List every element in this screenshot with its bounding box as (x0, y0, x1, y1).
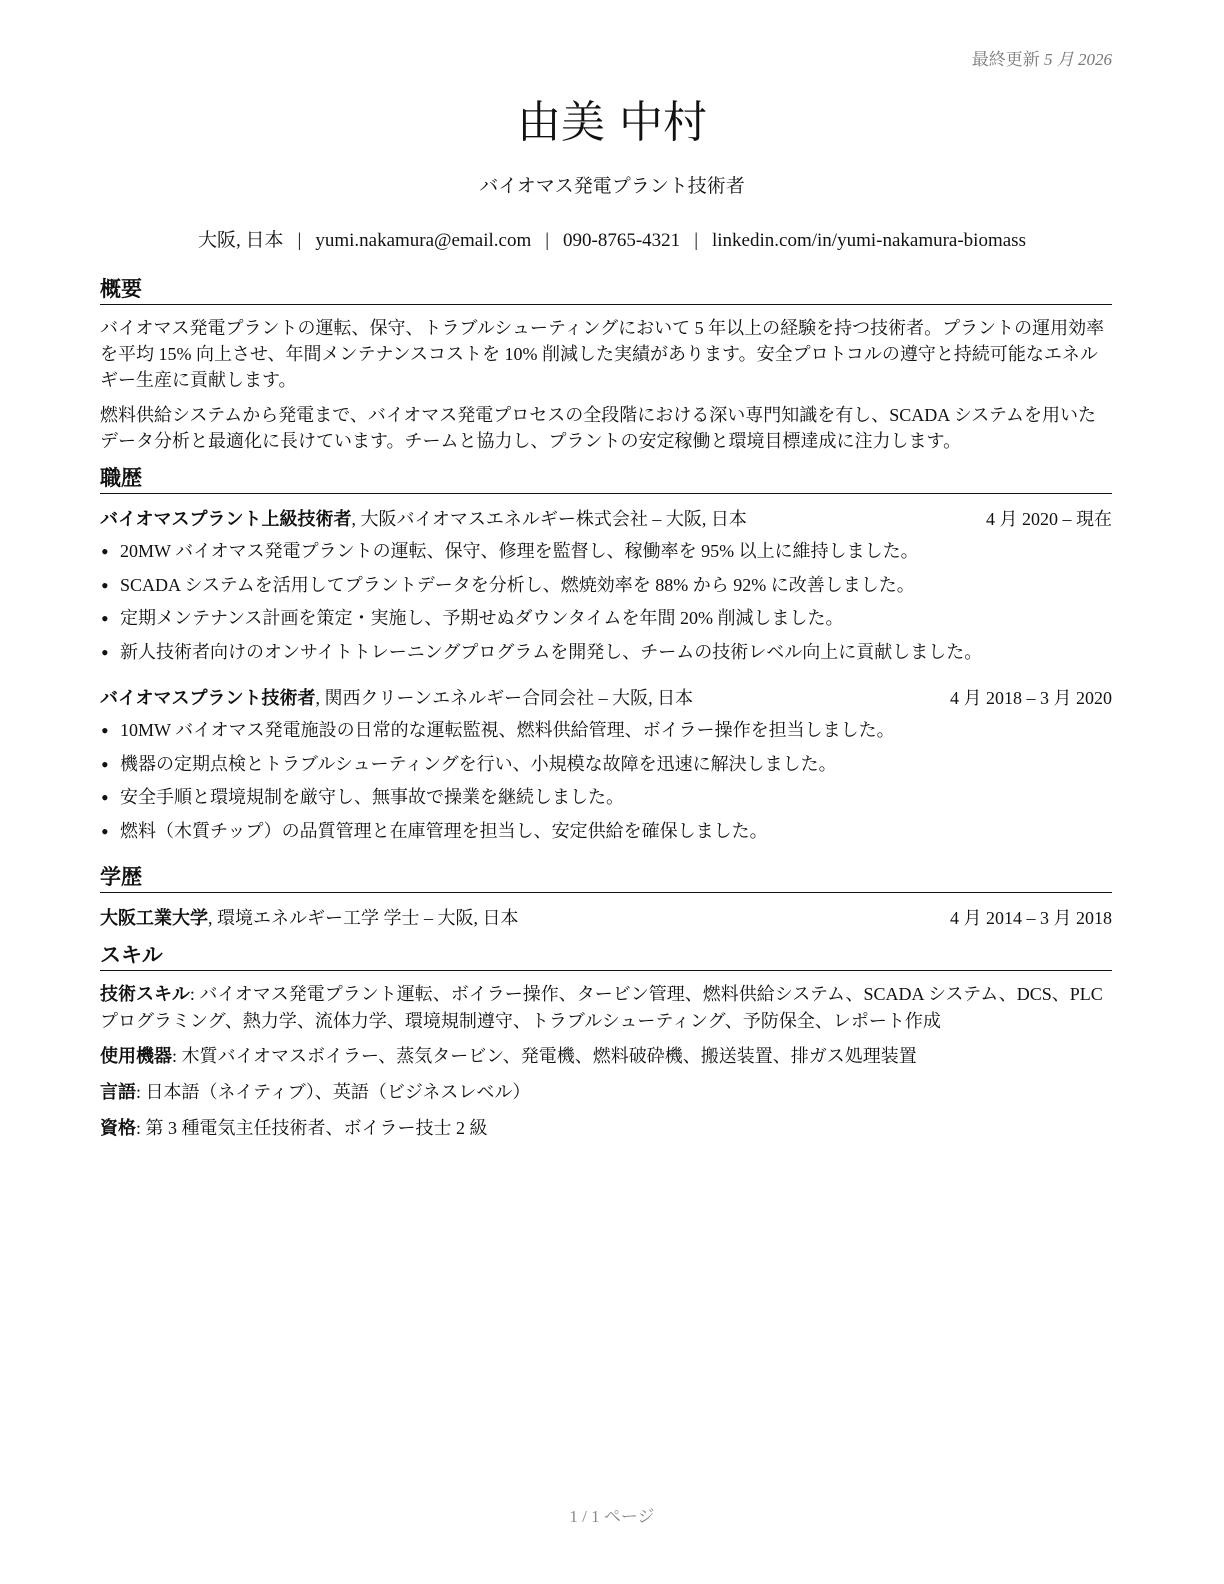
contact-linkedin[interactable]: linkedin.com/in/yumi-nakamura-biomass (712, 230, 1026, 251)
education-heading: 学歴 (100, 862, 1112, 893)
job-role: バイオマスプラント上級技術者 (100, 509, 352, 530)
summary-paragraph: バイオマス発電プラントの運転、保守、トラブルシューティングにおいて 5 年以上の経験を持つ技術者。プラントの運用効率を平均 15% 向上させ、年間メンテナンスコストを 10% 削減した実績があります。安全プロトコルの遵守と持続可能なエネルギー生産に貢献します。 (100, 318, 1105, 390)
education-detail: , 環境エネルギー工学 学士 – 大阪, 日本 (208, 908, 519, 928)
bullet-item: • 定期メンテナンス計画を策定・実施し、予期せぬダウンタイムを年間 20% 削減しました。 (100, 602, 1112, 636)
skill-item (100, 1079, 1112, 1106)
resume-body (100, 274, 1112, 1151)
candidate-name: 由美 中村 (517, 97, 707, 148)
job-bullets (100, 535, 1112, 669)
last-updated: 最終更新 5 月 2026 (971, 50, 1112, 69)
skill-label: 使用機器 (100, 1046, 172, 1067)
job-dates: 4 月 2018 – 3 月 2020 (950, 688, 1112, 708)
skill-label: 技術スキル (100, 984, 190, 1005)
skill-label: 言語 (100, 1082, 136, 1103)
bullet-item: • 20MW バイオマス発電プラントの運転、保守、修理を監督し、稼働率を 95% 以上に維持しました。 (100, 535, 1112, 569)
skill-value: : バイオマス発電プラント運転、ボイラー操作、タービン管理、燃料供給システム、SCADA システム、DCS、PLC プログラミング、熱力学、流体力学、環境規制遵守、トラブルシューティング、予防保全、レポート作成 (100, 984, 1103, 1031)
job-org: , 関西クリーンエネルギー合同会社 – 大阪, 日本 (315, 688, 694, 708)
contact-phone: 090-8765-4321 (563, 230, 681, 251)
bullet-item: • 安全手順と環境規制を厳守し、無事故で操業を継続しました。 (100, 781, 1112, 815)
skill-item (100, 1043, 1112, 1070)
skill-label: 資格 (100, 1118, 136, 1139)
job-title: バイオマス発電プラント技術者 (479, 176, 745, 197)
contact-email[interactable]: yumi.nakamura@email.com (315, 230, 532, 251)
job-role: バイオマスプラント技術者 (100, 688, 316, 709)
job-bullets (100, 714, 1112, 848)
skills-heading: スキル (100, 940, 1112, 971)
skill-item (100, 1115, 1112, 1142)
bullet-item: • 機器の定期点検とトラブルシューティングを行い、小規模な故障を迅速に解決しました。 (100, 748, 1112, 782)
education-section (100, 862, 1112, 940)
last-updated-date: 5 月 2026 (1044, 50, 1112, 69)
separator: | (545, 230, 550, 251)
experience-section (100, 463, 1112, 848)
bullet-item: • 燃料（木質チップ）の品質管理と在庫管理を担当し、安定供給を確保しました。 (100, 815, 1112, 849)
job-dates: 4 月 2020 – 現在 (986, 509, 1112, 529)
skill-value: : 日本語（ネイティブ）、英語（ビジネスレベル） (136, 1082, 531, 1102)
skills-section (100, 940, 1112, 1142)
experience-heading: 職歴 (100, 463, 1112, 494)
contact-line (0, 225, 1224, 252)
summary-paragraph: 燃料供給システムから発電まで、バイオマス発電プロセスの全段階における深い専門知識を有し、SCADA システムを用いたデータ分析と最適化に長けています。チームと協力し、プラントの安定稼働と環境目標達成に注力します。 (100, 405, 1097, 451)
education-dates: 4 月 2014 – 3 月 2018 (950, 908, 1112, 928)
summary-heading: 概要 (100, 274, 1112, 305)
skill-value: : 木質バイオマスボイラー、蒸気タービン、発電機、燃料破砕機、搬送装置、排ガス処理装置 (172, 1046, 917, 1066)
skill-value: : 第 3 種電気主任技術者、ボイラー技士 2 級 (136, 1118, 488, 1138)
summary-section (100, 274, 1112, 454)
page-number: 1 / 1 ページ (569, 1507, 655, 1526)
skill-item (100, 981, 1112, 1034)
bullet-item: • 新人技術者向けのオンサイトトレーニングプログラムを開発し、チームの技術レベル向上に貢献しました。 (100, 636, 1112, 670)
contact-location: 大阪, 日本 (198, 230, 284, 251)
bullet-item: • 10MW バイオマス発電施設の日常的な運転監視、燃料供給管理、ボイラー操作を担当しました。 (100, 714, 1112, 748)
education-school: 大阪工業大学 (100, 908, 208, 929)
job-header (100, 683, 1112, 714)
job-header (100, 504, 1112, 535)
separator: | (694, 230, 698, 251)
separator: | (297, 230, 302, 251)
job-org: , 大阪バイオマスエネルギー株式会社 – 大阪, 日本 (351, 509, 747, 529)
education-entry (100, 903, 1112, 934)
job-entry (100, 504, 1112, 669)
job-entry (100, 683, 1112, 848)
bullet-item: • SCADA システムを活用してプラントデータを分析し、燃焼効率を 88% から 92% に改善しました。 (100, 569, 1112, 603)
